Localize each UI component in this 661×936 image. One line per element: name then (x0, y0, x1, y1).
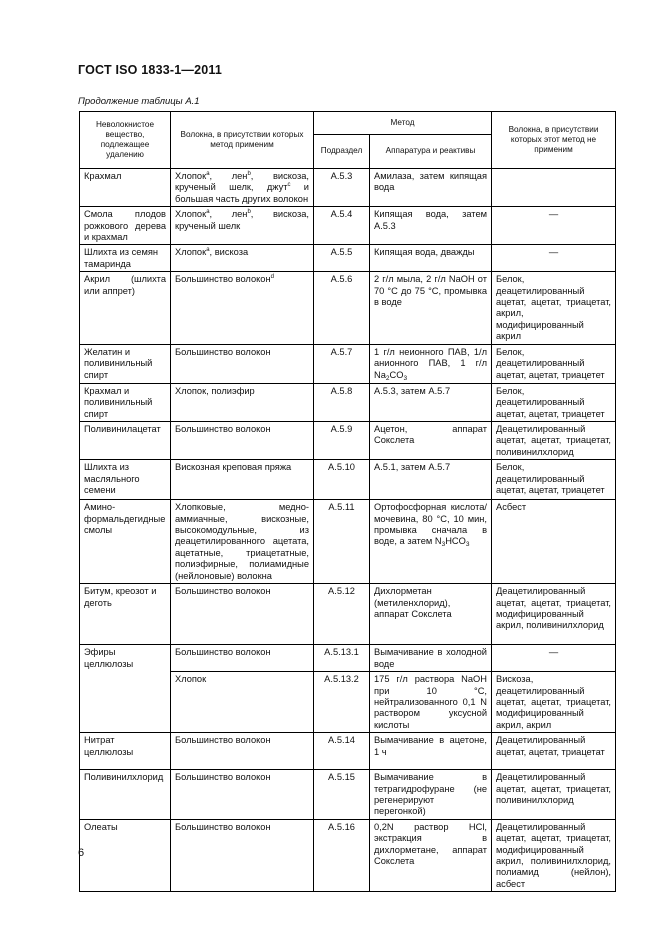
substance-cell: Нитрат целлюлозы (80, 733, 171, 770)
table-row (80, 770, 616, 820)
apparatus-cell: Амилаза, затем кипящая вода (370, 169, 492, 207)
subsection-cell: А.5.10 (314, 460, 370, 500)
not-applicable-cell: — (492, 645, 616, 672)
apparatus-cell: Ацетон, аппарат Сокслета (370, 421, 492, 459)
not-applicable-cell: — (492, 245, 616, 272)
table-header-row (80, 112, 616, 135)
subsection-cell: А.5.7 (314, 344, 370, 383)
subsection-cell: А.5.9 (314, 421, 370, 459)
apparatus-cell: Кипящая вода, затем А.5.3 (370, 207, 492, 245)
fiber-methods-table (79, 111, 616, 892)
page-number: 6 (78, 847, 85, 859)
substance-cell: Амино-формальдегидные смолы (80, 500, 171, 584)
table-caption: Продолжение таблицы А.1 (78, 96, 200, 107)
header-method: Метод (314, 112, 492, 135)
subsection-cell: А.5.16 (314, 819, 370, 891)
fibers-cell: Большинство волокон (171, 344, 314, 383)
table-row (80, 500, 616, 584)
fibers-cell: Большинство волокон (171, 584, 314, 645)
not-applicable-cell: Деацетилированный ацетат, ацетат, триацетат, модифицированный акрил, поливинилхлорид (492, 584, 616, 645)
document-title: ГОСТ ISO 1833-1—2011 (78, 63, 223, 77)
fibers-cell: Большинство волокон$^d$ (171, 272, 314, 344)
not-applicable-cell: Белок, деацетилированный ацетат, ацетат, триацетет (492, 383, 616, 421)
fibers-cell: Хлопок$^a$, лен$^b$, вискоза, крученый шелк, джут$^c$ и большая часть других волокон (171, 169, 314, 207)
apparatus-cell: Вымачивание в тетрагидрофуране (не регенерируют перегонкой) (370, 770, 492, 820)
header-apparatus: Аппаратура и реактивы (370, 135, 492, 169)
table-row (80, 245, 616, 272)
not-applicable-cell: Деацетилированный ацетат, ацетат, триацетат, модифицированный акрил, поливинилхлорид, полиамид (нейлон), асбест (492, 819, 616, 891)
substance-cell: Крахмал и поливинильный спирт (80, 383, 171, 421)
substance-cell: Желатин и поливинильный спирт (80, 344, 171, 383)
subsection-cell: А.5.4 (314, 207, 370, 245)
table-row (80, 460, 616, 500)
not-applicable-cell: Вискоза, деацетилированный ацетат, ацетат, триацетат, модифицированный акрил, акрил (492, 672, 616, 733)
apparatus-cell: 1 г/л неионного ПАВ, 1/л анионного ПАВ, 1 г/л $Na_2CO_3$ (370, 344, 492, 383)
not-applicable-cell: Белок, деацетилированный ацетат, ацетат, триацетет (492, 344, 616, 383)
substance-cell: Шлихта из масляльного семени (80, 460, 171, 500)
fibers-cell: Большинство волокон (171, 421, 314, 459)
subsection-cell: А.5.5 (314, 245, 370, 272)
substance-cell: Битум, креозот и деготь (80, 584, 171, 645)
not-applicable-cell: — (492, 207, 616, 245)
apparatus-cell: Кипящая вода, дважды (370, 245, 492, 272)
header-not-applicable-fibers: Волокна, в присутствии которых этот метод не применим (492, 112, 616, 169)
apparatus-cell: 2 г/л мыла, 2 г/л NaOH от 70 °С до 75 °С, промывка в воде (370, 272, 492, 344)
substance-cell: Акрил (шлихта или аппрет) (80, 272, 171, 344)
substance-cell: Крахмал (80, 169, 171, 207)
table-row (80, 421, 616, 459)
substance-cell: Шлихта из семян тамаринда (80, 245, 171, 272)
not-applicable-cell: Белок, деацетилированный ацетат, ацетат, триацетат, акрил, модифицированный акрил (492, 272, 616, 344)
fibers-cell: Хлопок$^a$, лен$^b$, вискоза, крученый шелк (171, 207, 314, 245)
subsection-cell: А.5.14 (314, 733, 370, 770)
subsection-cell: А.5.13.1 (314, 645, 370, 672)
table-row (80, 169, 616, 207)
fibers-cell: Хлопок$^a$, вискоза (171, 245, 314, 272)
subsection-cell: А.5.6 (314, 272, 370, 344)
table-row (80, 584, 616, 645)
table-row (80, 733, 616, 770)
substance-cell: Поливинилацетат (80, 421, 171, 459)
fibers-cell: Вискозная креповая пряжа (171, 460, 314, 500)
apparatus-cell: А.5.1, затем А.5.7 (370, 460, 492, 500)
table-row (80, 207, 616, 245)
fibers-cell: Хлопок (171, 672, 314, 733)
not-applicable-cell: Деацетилированный ацетат, ацетат, триацетат, поливинилхлорид (492, 770, 616, 820)
substance-cell: Смола плодов рожкового дерева и крахмал (80, 207, 171, 245)
apparatus-cell: Дихлорметан (метиленхлорид), аппарат Сокслета (370, 584, 492, 645)
table-row (80, 383, 616, 421)
subsection-cell: А.5.11 (314, 500, 370, 584)
substance-cell: Поливинилхлорид (80, 770, 171, 820)
substance-cell: Эфиры целлюлозы (80, 645, 171, 733)
apparatus-cell: Ортофосфорная кислота/мочевина, 80 °С, 10 мин, промывка сначала в воде, а затем $N_3HCO_3$ (370, 500, 492, 584)
fibers-cell: Большинство волокон (171, 645, 314, 672)
not-applicable-cell: Асбест (492, 500, 616, 584)
apparatus-cell: А.5.3, затем А.5.7 (370, 383, 492, 421)
not-applicable-cell: Белок, деацетилированный ацетат, ацетат, триацетет (492, 460, 616, 500)
not-applicable-cell (492, 169, 616, 207)
subsection-cell: А.5.12 (314, 584, 370, 645)
fibers-cell: Большинство волокон (171, 733, 314, 770)
fibers-cell: Большинство волокон (171, 770, 314, 820)
fibers-cell: Хлопковые, медно-аммиачные, вискозные, высокомодульные, из деацетилированного ацетата, ацетатные, триацетатные, полиэфирные, полиамидные (нейлоновые) волокна (171, 500, 314, 584)
not-applicable-cell: Деацетилированный ацетат, ацетат, триацетат (492, 733, 616, 770)
apparatus-cell: Вымачивание в ацетоне, 1 ч (370, 733, 492, 770)
header-substance: Неволокнистое вещество, подлежащее удалению (80, 112, 171, 169)
apparatus-cell: 0,2N раствор HCl, экстракция в дихлорметане, аппарат Сокслета (370, 819, 492, 891)
fibers-cell: Большинство волокон (171, 819, 314, 891)
apparatus-cell: 175 г/л раствора NaOH при 10 °С, нейтрализованного 0,1 N раствором уксусной кислоты (370, 672, 492, 733)
table-row (80, 819, 616, 891)
table-row (80, 344, 616, 383)
header-applicable-fibers: Волокна, в присутствии которых метод применим (171, 112, 314, 169)
subsection-cell: А.5.13.2 (314, 672, 370, 733)
not-applicable-cell: Деацетилированный ацетат, ацетат, триацетат, поливинилхлорид (492, 421, 616, 459)
substance-cell: Олеаты (80, 819, 171, 891)
apparatus-cell: Вымачивание в холодной воде (370, 645, 492, 672)
subsection-cell: А.5.3 (314, 169, 370, 207)
header-subsection: Подраздел (314, 135, 370, 169)
subsection-cell: А.5.8 (314, 383, 370, 421)
table-row (80, 645, 616, 672)
subsection-cell: А.5.15 (314, 770, 370, 820)
table-row (80, 272, 616, 344)
fibers-cell: Хлопок, полиэфир (171, 383, 314, 421)
